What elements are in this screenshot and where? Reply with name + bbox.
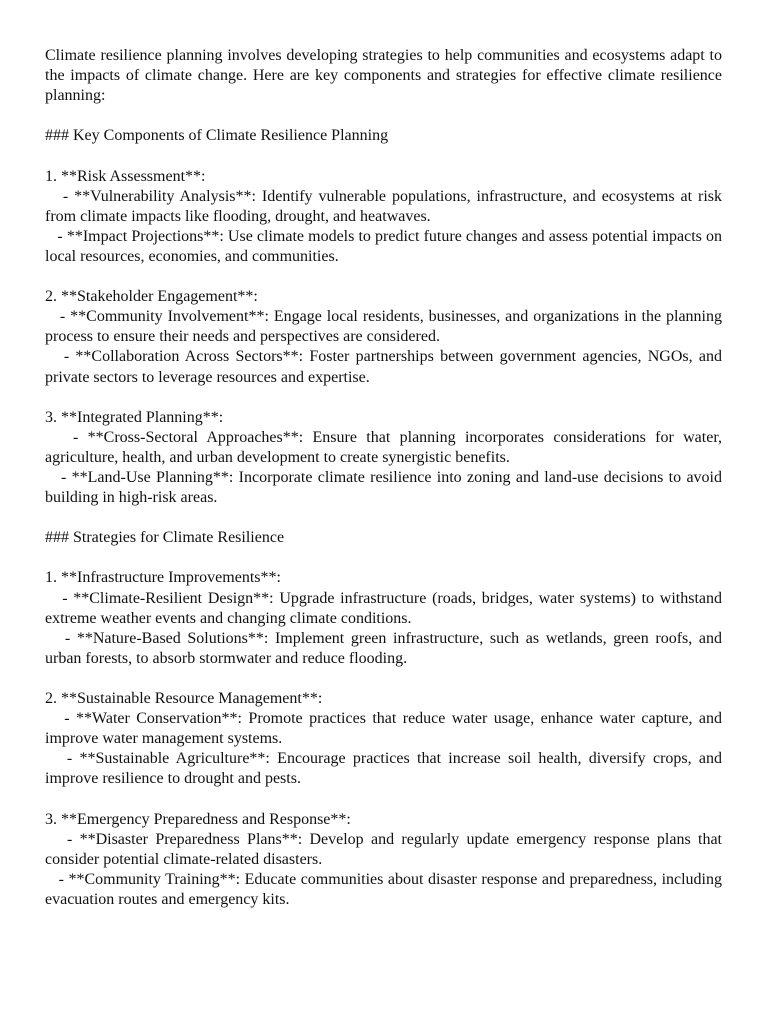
strategy-3-title: 3. **Emergency Preparedness and Response**: xyxy=(45,810,351,828)
spacer xyxy=(45,669,722,689)
strategy-1-point-a: - **Climate-Resilient Design**: Upgrade infrastructure (roads, bridges, water systems) to withstand extreme weather events and changing climate conditions. xyxy=(45,589,727,627)
strategy-2-point-b: - **Sustainable Agriculture**: Encourage practices that increase soil health, diversify crops, and improve resilience to drought and pests. xyxy=(45,750,727,788)
strategy-3-point-b: - **Community Training**: Educate communities about disaster response and preparedness, including evacuation routes and emergency kits. xyxy=(45,870,727,908)
component-2-title: 2. **Stakeholder Engagement**: xyxy=(45,288,258,306)
component-3-title: 3. **Integrated Planning**: xyxy=(45,408,224,426)
section-heading-components: ### Key Components of Climate Resilience Planning xyxy=(45,127,389,145)
strategy-1-title: 1. **Infrastructure Improvements**: xyxy=(45,569,281,587)
component-2-point-b: - **Collaboration Across Sectors**: Foster partnerships between government agencies, NGOs, and private sectors to leverage resources and expertise. xyxy=(45,348,726,386)
section-heading-strategies: ### Strategies for Climate Resilience xyxy=(45,529,285,547)
component-1-point-b: - **Impact Projections**: Use climate models to predict future changes and assess potential impacts on local resources, economies, and communities. xyxy=(45,227,727,265)
component-1-point-a: - **Vulnerability Analysis**: Identify vulnerable populations, infrastructure, and ecosystems at risk from climate impacts like flooding, drought, and heatwaves. xyxy=(45,187,727,225)
component-2-point-a: - **Community Involvement**: Engage local residents, businesses, and organizations in the planning process to ensure their needs and perspectives are considered. xyxy=(45,308,726,346)
document-body xyxy=(45,46,727,910)
strategy-3-point-a: - **Disaster Preparedness Plans**: Develop and regularly update emergency response plans that consider potential climate-related disasters. xyxy=(45,830,726,868)
spacer xyxy=(45,388,722,408)
spacer xyxy=(45,548,722,568)
component-1-title: 1. **Risk Assessment**: xyxy=(45,167,206,185)
spacer xyxy=(45,508,722,528)
strategy-2-title: 2. **Sustainable Resource Management**: xyxy=(45,690,323,707)
component-3-point-b: - **Land-Use Planning**: Incorporate climate resilience into zoning and land-use decisions to avoid building in high-risk areas. xyxy=(45,468,726,507)
intro-paragraph: Climate resilience planning involves developing strategies to help communities and ecosystems adapt to the impacts of climate change. Here are key components and strategies for effective climate resilience planning: xyxy=(45,47,726,105)
strategy-1-point-b: - **Nature-Based Solutions**: Implement green infrastructure, such as wetlands, green roofs, and urban forests, to absorb stormwater and reduce flooding. xyxy=(45,629,727,667)
spacer xyxy=(45,106,722,126)
spacer xyxy=(45,146,722,166)
spacer xyxy=(45,267,722,287)
spacer xyxy=(45,789,722,809)
strategy-2-point-a: - **Water Conservation**: Promote practices that reduce water usage, enhance water capture, and improve water management systems. xyxy=(45,710,726,748)
component-3-point-a: - **Cross-Sectoral Approaches**: Ensure that planning incorporates considerations for water, agriculture, health, and urban development to create synergistic benefits. xyxy=(45,428,727,466)
